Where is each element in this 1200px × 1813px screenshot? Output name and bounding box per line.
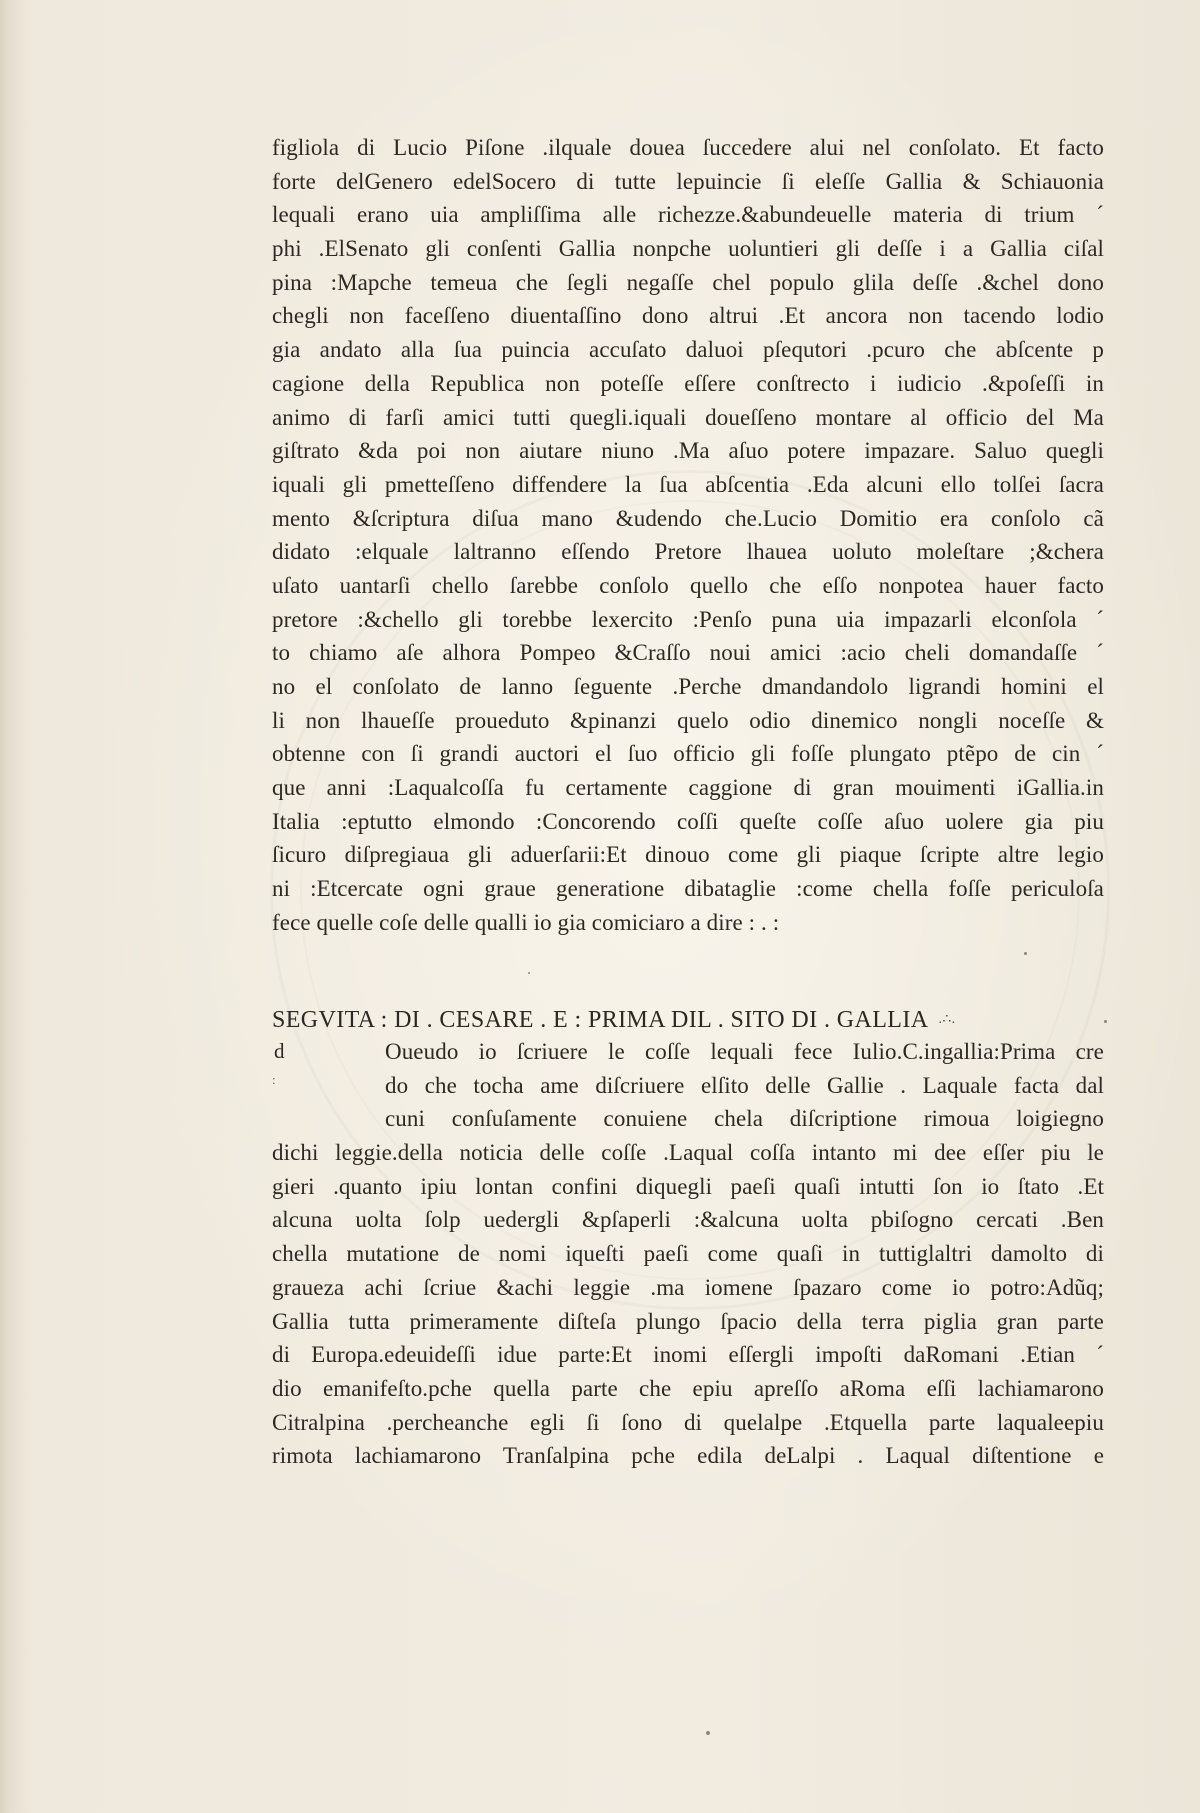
text-line: que anni :Laqualcoſſa fu certamente caggione di gran mouimenti iGallia.in [272, 775, 1104, 801]
text-line: pina :Mapche temeua che ſegli negaſſe chel populo glila deſſe .&chel dono [272, 269, 1104, 295]
margin-mark: : [272, 1072, 276, 1087]
text-line: rimota lachiamarono Tranſalpina pche edila deLalpi . Laqual diſtentione e [272, 1443, 1104, 1469]
heading-ornament: .∴. [938, 1012, 956, 1027]
text-line-indented: do che tocha ame diſcriuere elſito delle Gallie . Laquale facta dal [385, 1072, 1104, 1098]
text-line-indented: Oueudo io ſcriuere le coſſe lequali fece Iulio.C.ingallia:Prima cre [385, 1039, 1104, 1064]
text-line: uſato uantarſi chello ſarebbe conſolo quello che eſſo nonpotea hauer facto [272, 572, 1104, 598]
text-line: dichi leggie.della noticia delle coſſe .Laqual coſſa intanto mi dee eſſer piu le [272, 1140, 1104, 1166]
text-line: dio emanifeſto.pche quella parte che epiu apreſſo aRoma eſſi lachiamarono [272, 1375, 1104, 1401]
text-line: Italia :eptutto elmondo :Concorendo coſſi queſte coſſe aſuo uolere gia piu [272, 808, 1104, 834]
text-line: pretore :&chello gli torebbe lexercito :Penſo puna uia impazarli elconſola ´ [272, 606, 1104, 632]
text-line: ſicuro diſpregiaua gli aduerſarii:Et dinouo come gli piaque ſcripte altre legio [272, 842, 1104, 868]
text-line: li non lhaueſſe proueduto &pinanzi quelo odio dinemico nongli noceſſe & [272, 707, 1104, 733]
text-line-final: fece quelle coſe delle qualli io gia comiciaro a dire : . : [272, 909, 780, 935]
section-heading-title: SEGVITA : DI . CESARE . E : PRIMA DIL . SITO DI . GALLIA [272, 1007, 929, 1033]
ink-speck [528, 972, 530, 974]
text-line: gieri .quanto ipiu lontan confini diquegli paeſi quaſi intutti ſon io ſtato .Et [272, 1173, 1104, 1199]
text-line: chegli non faceſſeno diuentaſſino dono altrui .Et ancora non tacendo lodio [272, 303, 1104, 329]
text-line: graueza achi ſcriue &achi leggie .ma iomene ſpazaro come io potro:Adũq; [272, 1274, 1104, 1300]
text-line: mento &ſcriptura diſua mano &udendo che.Lucio Domitio era conſolo cã [272, 505, 1104, 531]
text-line: gia andato alla ſua puincia accuſato daluoi pſequtori .pcuro che abſcente p [272, 337, 1104, 363]
text-line: to chiamo aſe alhora Pompeo &Craſſo noui amici :acio cheli domandaſſe ´ [272, 640, 1104, 666]
paragraph-1 [272, 131, 1104, 940]
paragraph-2 [272, 1035, 1104, 1473]
guide-letter: d [274, 1039, 285, 1063]
text-line: di Europa.edeuideſſi idue parte:Et inomi eſſergli impoſti daRomani .Etian ´ [272, 1342, 1104, 1368]
ink-speck [706, 1731, 710, 1735]
text-line: animo di farſi amici tutti quegli.iquali doueſſeno montare al officio del Ma [272, 404, 1104, 430]
text-line: iquali gli pmetteſſeno diffendere la ſua abſcentia .Eda alcuni ello tolſei ſacra [272, 471, 1104, 497]
text-line: chella mutatione de nomi iqueſti paeſi come quaſi in tuttiglaltri damolto di [272, 1241, 1104, 1267]
text-line: lequali erano uia ampliſſima alle richezze.&abundeuelle materia di trium ´ [272, 202, 1104, 228]
text-line: alcuna uolta ſolp uedergli &pſaperli :&alcuna uolta pbiſogno cercati .Ben [272, 1207, 1104, 1233]
text-line: phi .ElSenato gli conſenti Gallia nonpche uoluntieri gli deſſe i a Gallia ciſal [272, 236, 1104, 262]
ink-speck [1024, 952, 1027, 955]
section-heading [272, 1003, 956, 1037]
text-line: obtenne con ſi grandi auctori el ſuo officio gli foſſe plungato ptẽpo de cin ´ [272, 741, 1104, 767]
text-line: Gallia tutta primeramente diſteſa plungo ſpacio della terra piglia gran parte [272, 1308, 1104, 1334]
text-line: Citralpina .percheanche egli ſi ſono di quelalpe .Etquella parte laqualeepiu [272, 1409, 1104, 1435]
ink-speck [1104, 1020, 1107, 1023]
text-line: giſtrato &da poi non aiutare niuno .Ma aſuo potere impazare. Saluo quegli [272, 438, 1104, 464]
text-line: figliola di Lucio Piſone .ilquale douea ſuccedere alui nel conſolato. Et facto [272, 135, 1104, 160]
text-line: didato :elquale laltranno eſſendo Pretore lhauea uoluto moleſtare ;&chera [272, 539, 1104, 565]
text-line: forte delGenero edelSocero di tutte lepuincie ſi eleſſe Gallia & Schiauonia [272, 168, 1104, 194]
text-line: no el conſolato de lanno ſeguente .Perche dmandandolo ligrandi homini el [272, 674, 1104, 699]
text-line: cagione della Republica non poteſſe eſſere conſtrecto i iudicio .&poſeſſi in [272, 370, 1104, 396]
text-line: ni :Etcercate ogni graue generatione dibataglie :come chella foſſe periculoſa [272, 876, 1104, 902]
text-line-indented: cuni conſuſamente conuiene chela diſcriptione rimoua loigiegno [385, 1106, 1104, 1132]
